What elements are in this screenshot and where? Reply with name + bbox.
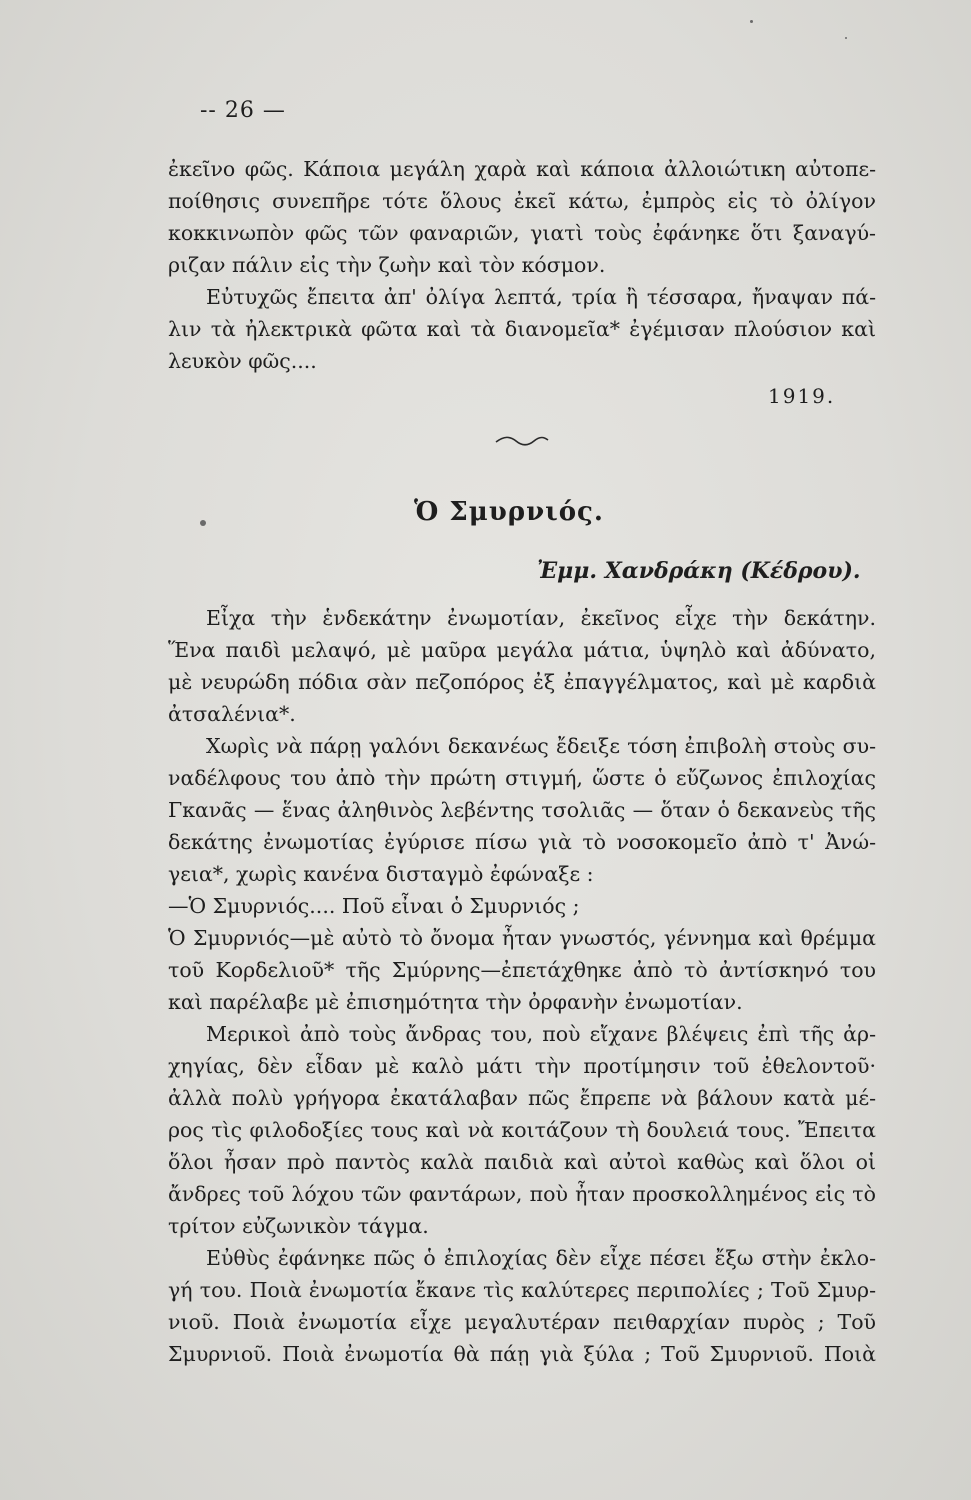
text-line: Εὐτυχῶς ἔπειτα ἀπ' ὀλίγα λεπτά, τρία ἢ τέσσαρα, ἤναψαν πά- <box>206 285 876 309</box>
text-line: δεκάτης ἐνωμοτίας ἐγύρισε πίσω γιὰ τὸ νοσοκομεῖο ἀπὸ τ' Ἀνώ- <box>168 830 876 854</box>
story-title: Ὁ Σμυρνιός. <box>414 497 604 527</box>
text-line: ἀτσαλένια*. <box>168 702 296 726</box>
text-line: χηγίας, δὲν εἶδαν μὲ καλὸ μάτι τὴν προτίμησιν τοῦ ἐθελοντοῦ· <box>168 1054 876 1078</box>
text-line: τοῦ Κορδελιοῦ* τῆς Σμύρνης—ἐπετάχθηκε ἀπὸ τὸ ἀντίσκηνό του <box>168 958 876 982</box>
top-paragraphs <box>168 153 876 377</box>
text-line: ὅλοι ἦσαν πρὸ παντὸς καλὰ παιδιὰ καὶ αὐτοὶ καθὼς καὶ ὅλοι οἱ <box>168 1150 876 1174</box>
text-line: ριζαν πάλιν εἰς τὴν ζωὴν καὶ τὸν κόσμον. <box>168 253 606 277</box>
text-line: Εὐθὺς ἐφάνηκε πῶς ὁ ἐπιλοχίας δὲν εἶχε πέσει ἔξω στὴν ἐκλο- <box>206 1246 876 1270</box>
text-line: ἄνδρες τοῦ λόχου τῶν φαντάρων, ποὺ ἦταν προσκολλημένος εἰς τὸ <box>168 1182 876 1206</box>
text-line: Σμυρνιοῦ. Ποιὰ ἐνωμοτία θὰ πάῃ γιὰ ξύλα ; Τοῦ Σμυρνιοῦ. Ποιὰ <box>168 1342 876 1366</box>
story-paragraphs <box>168 602 876 1370</box>
text-line: Μερικοὶ ἀπὸ τοὺς ἄνδρας του, ποὺ εἴχανε βλέψεις ἐπὶ τῆς ἀρ- <box>206 1022 876 1046</box>
text-line: Γκανᾶς — ἕνας ἀληθινὸς λεβέντης τσολιᾶς — ὅταν ὁ δεκανεὺς τῆς <box>168 798 876 822</box>
text-line: ναδέλφους του ἀπὸ τὴν πρώτη στιγμή, ὥστε ὁ εὔζωνος ἐπιλοχίας <box>168 766 876 790</box>
text-line: ποίθησις συνεπῆρε τότε ὅλους ἐκεῖ κάτω, ἐμπρὸς εἰς τὸ ὀλίγον <box>168 189 876 213</box>
text-line: Ἕνα παιδὶ μελαψό, μὲ μαῦρα μεγάλα μάτια, ὑψηλὸ καὶ ἀδύνατο, <box>168 638 876 662</box>
text-line: τρίτον εὐζωνικὸν τάγμα. <box>168 1214 429 1238</box>
paper-speck <box>200 520 206 526</box>
text-line: Εἶχα τὴν ἑνδεκάτην ἐνωμοτίαν, ἐκεῖνος εἶχε τὴν δεκάτην. <box>206 606 876 630</box>
text-line: κοκκινωπὸν φῶς τῶν φαναριῶν, γιατὶ τοὺς ἐφάνηκε ὅτι ξαναγύ- <box>168 221 876 245</box>
paper-speck <box>750 20 753 23</box>
text-line: γή του. Ποιὰ ἐνωμοτία ἔκανε τὶς καλύτερες περιπολίες ; Τοῦ Σμυρ- <box>168 1278 876 1302</box>
text-line: Χωρὶς νὰ πάρῃ γαλόνι δεκανέως ἔδειξε τόση ἐπιβολὴ στοὺς συ- <box>206 734 876 758</box>
text-line: λευκὸν φῶς.... <box>168 349 317 373</box>
text-line: —Ὁ Σμυρνιός.... Ποῦ εἶναι ὁ Σμυρνιός ; <box>168 894 580 918</box>
page-number: -- 26 — <box>200 98 286 123</box>
text-line: ἀλλὰ πολὺ γρήγορα ἐκατάλαβαν πῶς ἔπρεπε νὰ βάλουν κατὰ μέ- <box>168 1086 876 1110</box>
text-line: μὲ νευρώδη πόδια σὰν πεζοπόρος ἐξ ἐπαγγέλματος, καὶ μὲ καρδιὰ <box>168 670 876 694</box>
paper-speck <box>845 37 847 39</box>
text-line: ἐκεῖνο φῶς. Κάποια μεγάλη χαρὰ καὶ κάποια ἀλλοιώτικη αὐτοπε- <box>168 157 876 181</box>
text-line: Ὁ Σμυρνιός—μὲ αὐτὸ τὸ ὄνομα ἦταν γνωστός, γέννημα καὶ θρέμμα <box>168 926 876 950</box>
text-line: λιν τὰ ἠλεκτρικὰ φῶτα καὶ τὰ διανομεῖα* ἐγέμισαν πλούσιον καὶ <box>168 317 876 341</box>
author-byline: Ἐμμ. Χανδράκη (Κέδρου). <box>537 558 861 584</box>
text-line: ρος τὶς φιλοδοξίες τους καὶ νὰ κοιτάζουν τὴ δουλειά τους. Ἔπειτα <box>168 1118 876 1142</box>
text-line: νιοῦ. Ποιὰ ἐνωμοτία εἶχε μεγαλυτέραν πειθαρχίαν πυρὸς ; Τοῦ <box>168 1310 876 1334</box>
text-line: καὶ παρέλαβε μὲ ἐπισημότητα τὴν ὀρφανὴν ἐνωμοτίαν. <box>168 990 743 1014</box>
text-line: γεια*, χωρὶς κανένα δισταγμὸ ἐφώναξε : <box>168 862 594 886</box>
year-date: 1919. <box>768 384 836 408</box>
section-divider-ornament <box>494 434 550 448</box>
